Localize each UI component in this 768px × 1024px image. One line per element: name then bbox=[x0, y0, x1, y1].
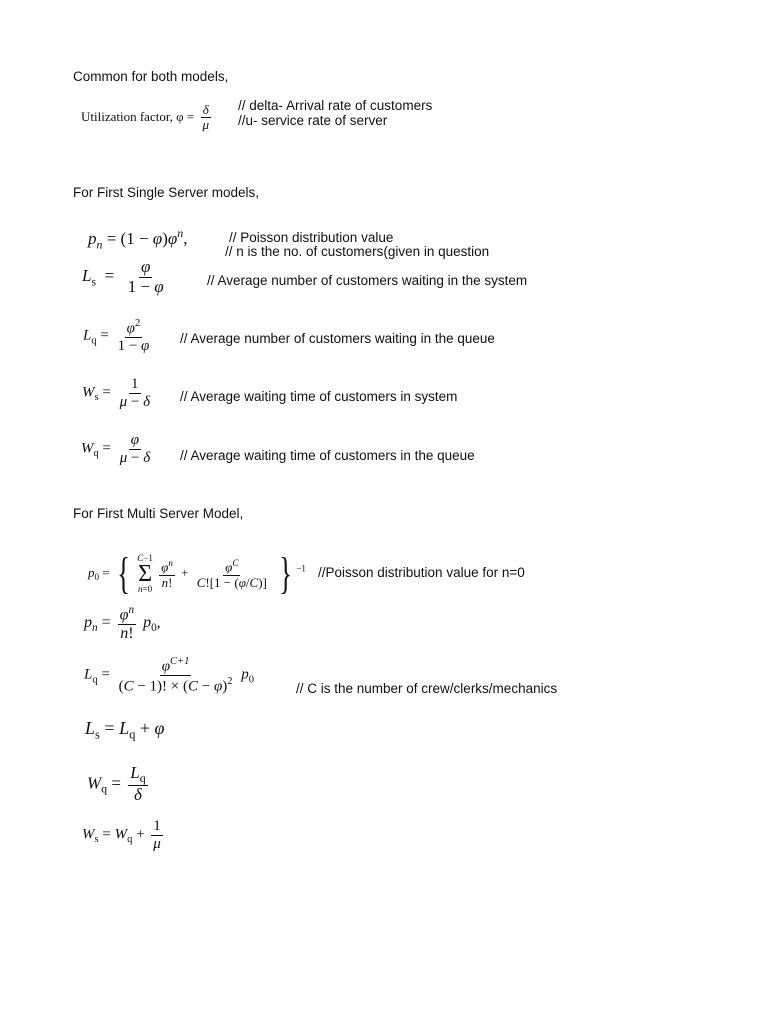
ls-single-formula: $L_s$ = $\frac{\varphi}{1 - \varphi}$ bbox=[82, 257, 164, 296]
pn-single-formula: $p_n = (1 - \varphi)\varphi^n$, bbox=[88, 226, 188, 252]
ls-multi-formula: $L_s = L_q + \varphi$ bbox=[85, 718, 165, 742]
lq-multi-formula: $L_q$ = $\frac{\varphi^{C+1}}{(C - 1)! \times (C - \varphi)^2}$ $p_0$ bbox=[84, 656, 255, 695]
comment-ls: // Average number of customers waiting in the system bbox=[207, 273, 528, 288]
p0-multi-formula: $p_0$ = { C−1 Σ n=0 $\frac{\varphi^n}{n!}$ + $\frac{\varphi^C}{C![1 - (\varphi/C)]}$ } $^{-1}$ bbox=[88, 549, 306, 598]
pn-multi-formula: $p_n$ = $\frac{\varphi^n}{n!}$ $p_0$, bbox=[84, 604, 161, 643]
section-heading-common: Common for both models, bbox=[73, 69, 229, 84]
comment-wq: // Average waiting time of customers in the queue bbox=[180, 448, 475, 463]
ws-multi-formula: $W_s = W_q$ + $\frac{1}{\mu}$ bbox=[82, 818, 161, 852]
ws-single-formula: $W_s$ = $\frac{1}{\mu - \delta}$ bbox=[82, 376, 151, 410]
utilization-label: Utilization factor, φ = bbox=[81, 108, 195, 124]
utilization-formula bbox=[81, 103, 214, 133]
comment-ws: // Average waiting time of customers in system bbox=[180, 389, 458, 404]
section-heading-single: For First Single Server models, bbox=[73, 185, 260, 200]
delta-over-mu-fraction: $\frac{\delta}{\mu}$ bbox=[202, 102, 210, 133]
wq-single-formula: $W_q$ = $\frac{\varphi}{\mu - \delta}$ bbox=[81, 432, 151, 466]
comment-lq: // Average number of customers waiting in the queue bbox=[180, 331, 495, 346]
comment-delta: // delta- Arrival rate of customers bbox=[238, 98, 433, 113]
comment-c: // C is the number of crew/clerks/mechanics bbox=[296, 681, 558, 696]
comment-pn-2: // n is the no. of customers(given in question bbox=[225, 244, 490, 259]
wq-multi-formula: $W_q$ = $\frac{L_q}{\delta}$ bbox=[87, 763, 146, 805]
section-heading-multi: For First Multi Server Model, bbox=[73, 506, 244, 521]
comment-pn-1: // Poisson distribution value bbox=[229, 230, 394, 245]
comment-mu: //u- service rate of server bbox=[238, 113, 388, 128]
comment-p0: //Poisson distribution value for n=0 bbox=[318, 565, 525, 580]
lq-single-formula: $L_q$ = $\frac{\varphi^2}{1 - \varphi}$ bbox=[83, 318, 150, 354]
